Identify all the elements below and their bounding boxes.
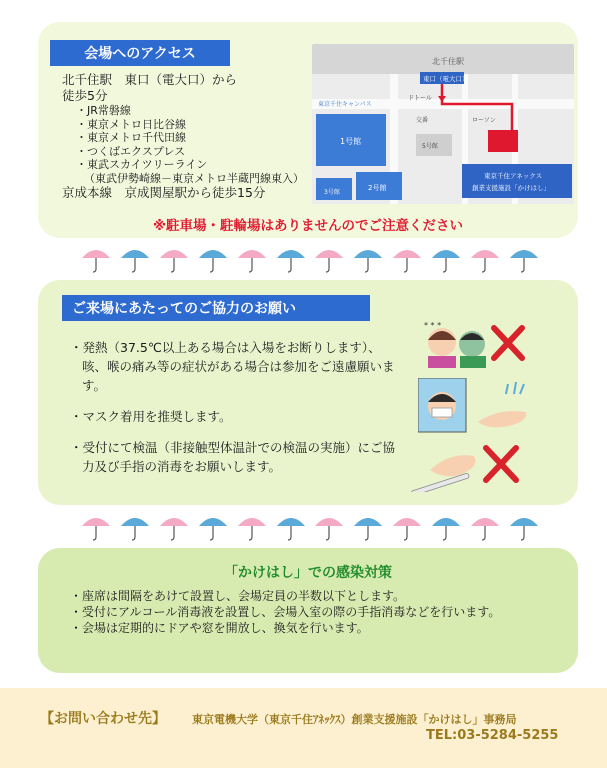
hand-sanitizer-icon [478, 411, 526, 427]
map-bldg5: 5号館 [422, 143, 438, 150]
umbrella-row [80, 242, 540, 274]
umbrella-icon [508, 510, 540, 542]
train-line: ・東京メトロ千代田線 [76, 131, 186, 144]
map-station-label: 北千住駅 [432, 57, 464, 66]
umbrella-row [80, 510, 540, 542]
contact-heading: 【お問い合わせ先】 [40, 711, 166, 727]
umbrella-icon [430, 510, 462, 542]
thermometer-icon [410, 440, 534, 492]
umbrella-icon [236, 510, 268, 542]
umbrella-icon [197, 242, 229, 274]
umbrella-icon [313, 242, 345, 274]
sick-person-icon [420, 318, 530, 368]
map-bldg1: 1号館 [340, 137, 362, 146]
infection-item: ・座席は間隔をあけて設置し、会場定員の半数以下とします。 [70, 589, 406, 603]
umbrella-icon [352, 510, 384, 542]
umbrella-icon [80, 510, 112, 542]
train-line-note: （東武伊勢崎線－東京メトロ半蔵門線東入） [84, 171, 304, 185]
umbrella-icon [236, 242, 268, 274]
map-exit-label: 東口（電大口） [423, 75, 469, 83]
keisei-line: 京成本線 京成関屋駅から徒歩15分 [62, 185, 266, 200]
umbrella-icon [158, 242, 190, 274]
infection-title: 「かけはし」での感染対策 [224, 565, 392, 581]
map-campus-label: 東京千住キャンパス [318, 101, 372, 108]
request-list [70, 338, 400, 488]
umbrella-icon [352, 242, 384, 274]
cross-mark-icon [486, 448, 516, 480]
request-item: ・マスク着用を推奨します。 [70, 409, 232, 424]
map-lawson-label: ローソン [472, 117, 496, 124]
train-line: ・JR常磐線 [76, 104, 131, 117]
map-sign2: 創業支援施設「かけはし」 [472, 184, 550, 192]
map-dotoru-label: ドトール [408, 95, 432, 102]
umbrella-icon [275, 510, 307, 542]
access-map [312, 44, 574, 204]
map-police-label: 交番 [416, 117, 429, 124]
parking-warning: ※駐車場・駐輪場はありませんのでご注意ください [152, 218, 464, 234]
umbrella-icon [430, 242, 462, 274]
request-item: ・発熱（37.5℃以上ある場合は入場をお断りします）、咳、喉の痛み等の症状がある場合は参加をご遠慮願います。 [70, 340, 395, 393]
map-bldg2: 2号館 [368, 184, 387, 192]
svg-text:* * *: * * * [424, 321, 442, 330]
umbrella-icon [391, 510, 423, 542]
contact-organization: 東京電機大学（東京千住ｱﾈｯｸｽ）創業支援施設「かけはし」事務局 [192, 713, 517, 726]
umbrella-icon [469, 510, 501, 542]
mask-person-icon [418, 378, 533, 434]
station-line: 北千住駅 東口（電大口）から [62, 72, 238, 87]
umbrella-icon [275, 242, 307, 274]
umbrella-icon [119, 510, 151, 542]
train-lines [62, 104, 317, 172]
request-item: ・受付にて検温（非接触型体温計での検温の実施）にご協力及び手指の消毒をお願いします。 [70, 440, 396, 474]
map-sign: 東京千住アネックス [484, 172, 543, 180]
umbrella-icon [469, 242, 501, 274]
request-title: ご来場にあたってのご協力のお願い [62, 295, 370, 321]
umbrella-icon [80, 242, 112, 274]
umbrella-icon [119, 242, 151, 274]
map-bldg3: 3号館 [324, 189, 340, 196]
train-line: ・つくばエクスプレス [76, 144, 186, 158]
infection-list [70, 588, 560, 636]
infection-item: ・受付にアルコール消毒液を設置し、会場入室の際の手指消毒などを行います。 [70, 605, 501, 619]
umbrella-icon [391, 242, 423, 274]
infection-item: ・会場は定期的にドアや窓を開放し、換気を行います。 [70, 621, 369, 635]
umbrella-icon [197, 510, 229, 542]
train-line: ・東武スカイツリーライン [76, 158, 208, 171]
umbrella-icon [508, 242, 540, 274]
access-title: 会場へのアクセス [50, 40, 230, 66]
map-graphic [312, 44, 574, 204]
walk-line: 徒歩5分 [62, 88, 108, 103]
contact-phone: TEL:03-5284-5255 [426, 728, 559, 743]
umbrella-icon [313, 510, 345, 542]
access-text [62, 72, 317, 201]
train-line: ・東京メトロ日比谷線 [76, 117, 186, 131]
umbrella-icon [158, 510, 190, 542]
